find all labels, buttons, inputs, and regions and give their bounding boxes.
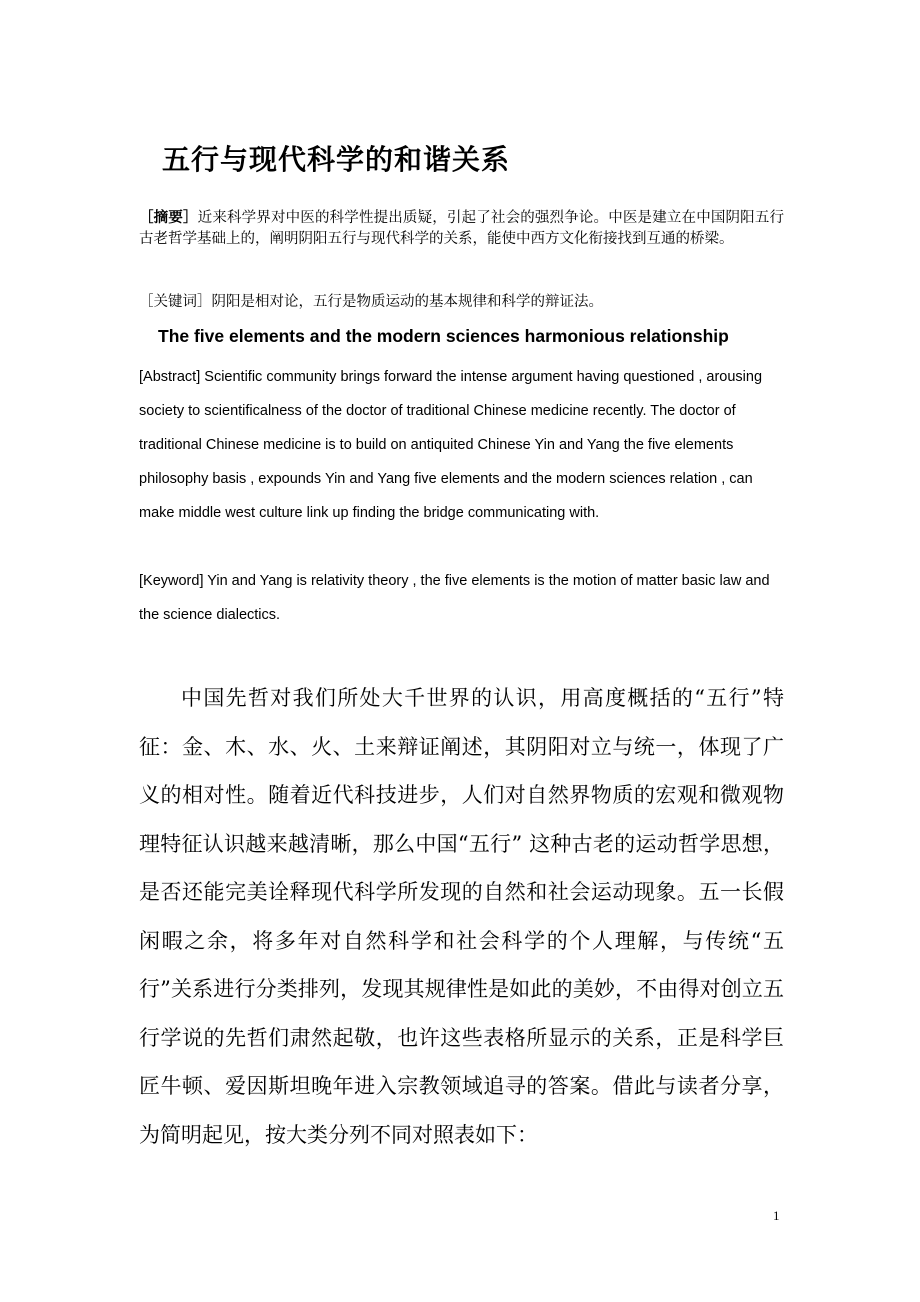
body-paragraph: 中国先哲对我们所处大千世界的认识，用高度概括的“五行”特征：金、木、水、火、土来辩证阐述，其阴阳对立与统一，体现了广义的相对性。随着近代科技进步，人们对自然界物质的宏观和微观物理特征认识越来越清晰，那么中国“五行” 这种古老的运动哲学思想，是否还能完美诠释现代科学所发现的自然和社会运动现象。五一长假闲暇之余，将多年对自然科学和社会科学的个人理解，与传统“五行”关系进行分类排列，发现其规律性是如此的美妙，不由得对创立五行学说的先哲们肃然起敬，也许这些表格所显示的关系，正是科学巨匠牛顿、爱因斯坦晚年进入宗教领域追寻的答案。借此与读者分享，为简明起见，按大类分列不同对照表如下： (139, 686, 784, 1147)
page-number: 1 (773, 1208, 780, 1223)
english-keywords: [Keyword] Yin and Yang is relativity theory , the five elements is the motion of matter basic law and the science dialectics. (139, 573, 770, 623)
english-title: The five elements and the modern sciences harmonious relationship (158, 326, 729, 346)
document-title: 五行与现代科学的和谐关系 (162, 143, 511, 176)
chinese-keywords-text: 阴阳是相对论，五行是物质运动的基本规律和科学的辩证法。 (211, 294, 603, 310)
chinese-abstract-label: ［摘要］ (139, 210, 198, 226)
chinese-abstract-text: 近来科学界对中医的科学性提出质疑，引起了社会的强烈争论。中医是建立在中国阴阳五行古老哲学基础上的，阐明阴阳五行与现代科学的关系，能使中西方文化衔接找到互通的桥梁。 (139, 210, 785, 247)
chinese-abstract (139, 208, 784, 250)
chinese-keywords-label: ［关键词］ (139, 294, 212, 310)
english-abstract: [Abstract] Scientific community brings forward the intense argument having questioned , arousing society to scientificalness of the doctor of traditional Chinese medicine recently. The doctor of traditional Chinese medicine is to build on antiquited Chinese Yin and Yang the five elements philosophy basis , expounds Yin and Yang five elements and the modern sciences relation , can make middle west culture link up finding the bridge communicating with. (139, 369, 763, 521)
chinese-keywords (139, 292, 784, 313)
